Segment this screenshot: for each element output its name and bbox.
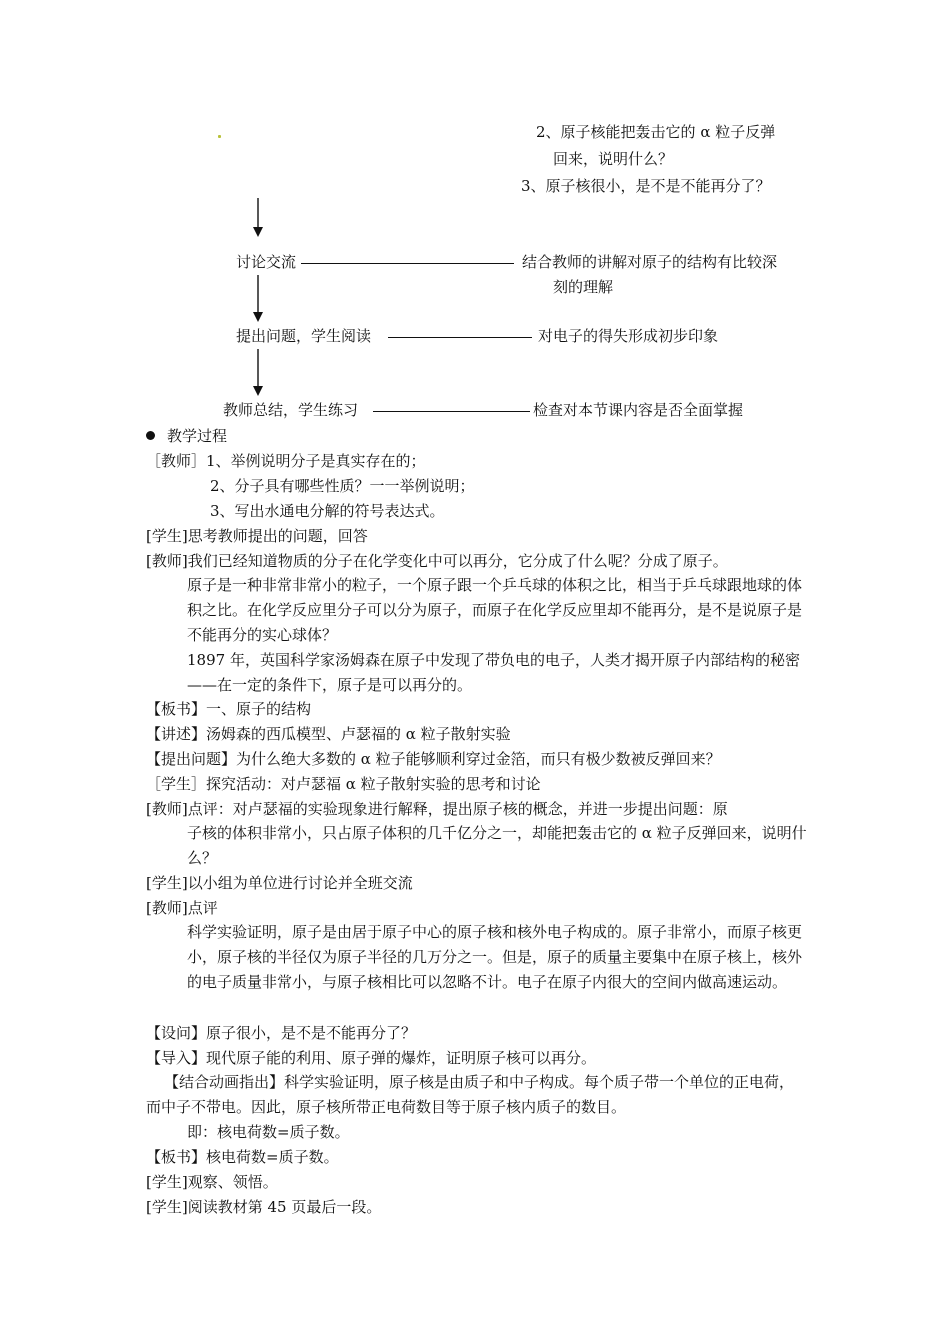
flow-step-summary-outcome: 检查对本节课内容是否全面掌握: [533, 401, 744, 419]
flow-step-discuss: 讨论交流: [236, 253, 297, 271]
board-note-1: 【板书】一、原子的结构: [146, 700, 312, 718]
student-answer: [学生]思考教师提出的问题，回答: [146, 527, 368, 545]
student-activity: ［学生］探究活动：对卢瑟福 α 粒子散射实验的思考和讨论: [146, 775, 541, 793]
flow-connector-line: [388, 337, 532, 338]
teacher-intro-history: 1897 年，英国科学家汤姆森在原子中发现了带负电的电子，人类才揭开原子内部结构的秘密——在一定的条件下，原子是可以再分的。: [187, 651, 800, 694]
flow-step-summary: 教师总结，学生练习: [223, 401, 359, 419]
student-group-discussion: [学生]以小组为单位进行讨论并全班交流: [146, 874, 413, 892]
teacher-intro-first-line: [教师]我们已经知道物质的分子在化学变化中可以再分，它分成了什么呢？分成了原子。: [146, 552, 728, 570]
teacher-questions-line3: 3、写出水通电分解的符号表达式。: [210, 502, 445, 520]
flow-connector-line: [301, 263, 514, 264]
flow-step-discuss-outcome-line2: 刻的理解: [553, 278, 614, 296]
flow-connector-line: [373, 411, 530, 412]
flow-step-ask-outcome: 对电子的得失形成初步印象: [538, 327, 719, 345]
flow-step-ask: 提出问题，学生阅读: [236, 327, 372, 345]
section-heading: 教学过程: [146, 425, 227, 447]
student-read: [学生]阅读教材第 45 页最后一段。: [146, 1198, 382, 1216]
bullet-icon: [146, 431, 155, 440]
lead-in: 【导入】现代原子能的利用、原子弹的爆炸，证明原子核可以再分。: [146, 1049, 597, 1067]
flow-arrow-down-icon: [252, 198, 264, 238]
teacher-comment-first-line: [教师]点评：对卢瑟福的实验现象进行解释，提出原子核的概念，并进一步提出问题：原: [146, 800, 728, 818]
flow-question-2-line1: 2、原子核能把轰击它的 α 粒子反弹: [536, 123, 776, 141]
flow-arrow-down-icon: [252, 349, 264, 397]
lecture-note: 【讲述】汤姆森的西瓜模型、卢瑟福的 α 粒子散射实验: [146, 725, 511, 743]
teacher-intro-continuation: 原子是一种非常非常小的粒子，一个原子跟一个乒乓球的体积之比，相当于乒乓球跟地球的体积之比。在化学反应里分子可以分为原子，而原子在化学反应里却不能再分，是不是说原子是不能再分的实心球体？: [187, 576, 803, 644]
teacher-comment-continuation: 子核的体积非常小，只占原子体积的几千亿分之一，却能把轰击它的 α 粒子反弹回来，说明什么？: [187, 824, 807, 867]
teacher-questions-line2: 2、分子具有哪些性质？一一举例说明；: [210, 477, 475, 495]
flow-question-2-line2: 回来，说明什么？: [553, 150, 674, 168]
flow-step-discuss-outcome-line1: 结合教师的讲解对原子的结构有比较深: [522, 253, 778, 271]
flow-arrow-down-icon: [252, 275, 264, 323]
formula-statement: 即：核电荷数=质子数。: [187, 1123, 350, 1141]
teacher-questions-line1: ［教师］1、举例说明分子是真实存在的；: [146, 452, 426, 470]
set-question: 【设问】原子很小，是不是不能再分了？: [146, 1024, 417, 1042]
decorative-dot: [218, 135, 221, 138]
board-note-2: 【板书】核电荷数=质子数。: [146, 1148, 339, 1166]
teacher-review-body: 科学实验证明，原子是由居于原子中心的原子核和核外电子构成的。原子非常小，而原子核更小，原子核的半径仅为原子半径的几万分之一。但是，原子的质量主要集中在原子核上，核外的电子质量非常小，与原子核相比可以忽略不计。电子在原子内很大的空间内做高速运动。: [187, 923, 803, 991]
student-observe: [学生]观察、领悟。: [146, 1173, 278, 1191]
flow-question-3: 3、原子核很小，是不是不能再分了？: [521, 177, 771, 195]
question-note: 【提出问题】为什么绝大多数的 α 粒子能够顺利穿过金箔，而只有极少数被反弹回来？: [146, 750, 721, 768]
teacher-review: [教师]点评: [146, 899, 218, 917]
animation-note: 【结合动画指出】科学实验证明，原子核是由质子和中子构成。每个质子带一个单位的正电荷，而中子不带电。因此，原子核所带正电荷数目等于原子核内质子的数目。: [146, 1073, 795, 1116]
